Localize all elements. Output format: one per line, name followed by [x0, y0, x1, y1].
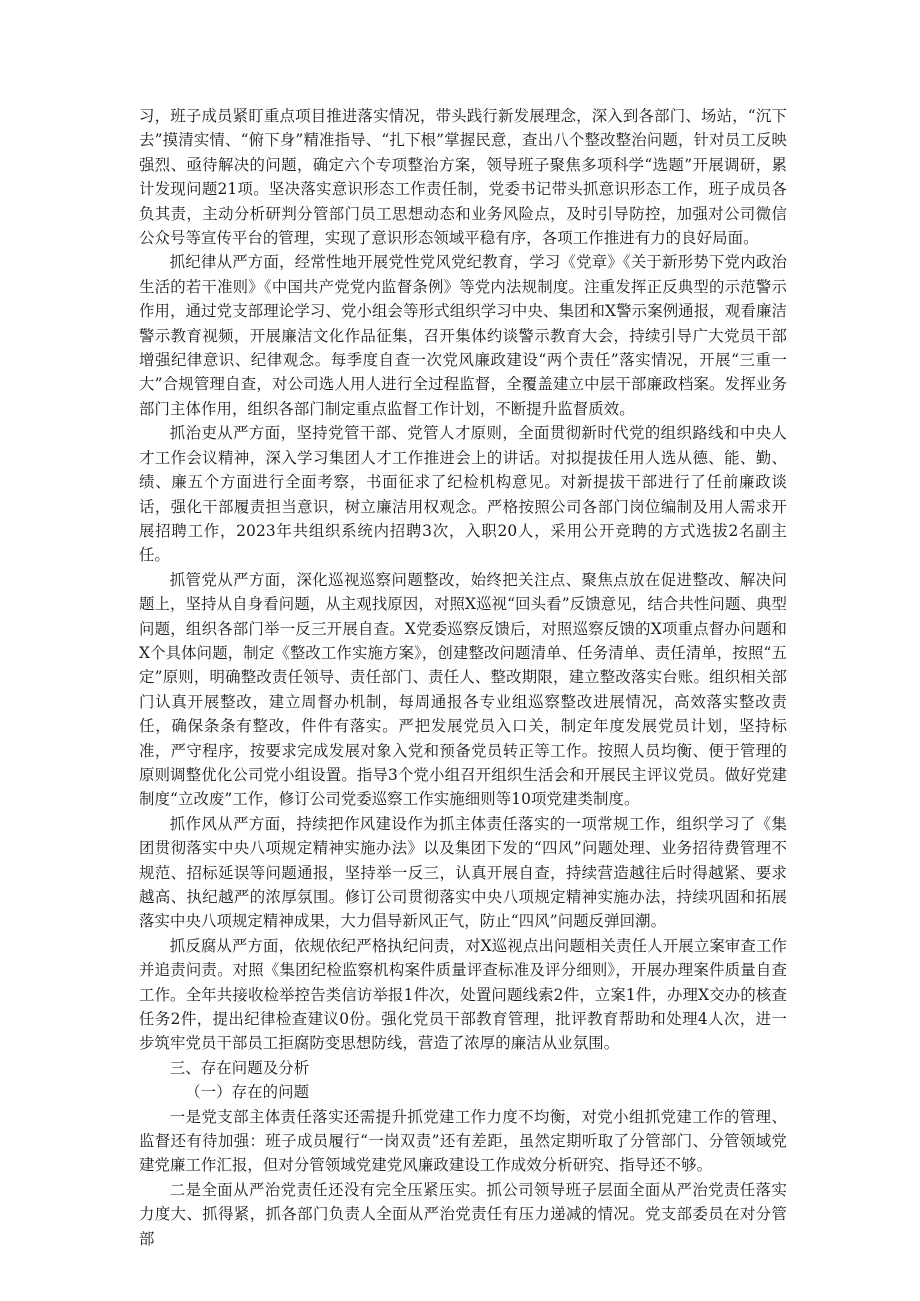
paragraph-cadre-management: 抓治吏从严方面，坚持党管干部、党管人才原则，全面贯彻新时代党的组织路线和中央人才工作会议精神，深入学习集团人才工作推进会上的讲话。对拟提拔任用人选从德、能、勤、绩、廉五个方面进行全面考察，书面征求了纪检机构意见。对新提拔干部进行了任前廉政谈话，强化干部履责担当意识，树立廉洁用权观念。严格按照公司各部门岗位编制及用人需求开展招聘工作，2023年共组织系统内招聘3次，入职20人，采用公开竞聘的方式选拔2名副主任。: [139, 424, 787, 565]
paragraph-discipline: 抓纪律从严方面，经常性地开展党性党风党纪教育，学习《党章》《关于新形势下党内政治生活的若干准则》《中国共产党党内监督条例》等党内法规制度。注重发挥正反典型的示范警示作用，通过党支部理论学习、党小组会等形式组织学习中央、集团和X警示案例通报，观看廉洁警示教育视频，开展廉洁文化作品征集，召开集体约谈警示教育大会，持续引导广大党员干部增强纪律意识、纪律观念。每季度自查一次党风廉政建设“两个责任”落实情况，开展“三重一大”合规管理自查，对公司选人用人进行全过程监督，全覆盖建立中层干部廉政档案。发挥业务部门主体作用，组织各部门制定重点监督工作计划，不断提升监督质效。: [139, 253, 787, 418]
document-page: [139, 104, 787, 1251]
paragraph-work-style: 抓作风从严方面，持续把作风建设作为抓主体责任落实的一项常规工作，组织学习了《集团贯彻落实中央八项规定精神实施办法》以及集团下发的“四风”问题处理、业务招待费管理不规范、招标延误等问题通报，坚持举一反三，认真开展自查，持续营造越往后时得越紧、要求越高、执纪越严的浓厚氛围。修订公司贯彻落实中央八项规定精神实施办法，持续巩固和拓展落实中央八项规定精神成果，大力倡导新风正气，防止“四风”问题反弹回潮。: [139, 814, 787, 931]
paragraph-party-management: 抓管党从严方面，深化巡视巡察问题整改，始终把关注点、聚焦点放在促进整改、解决问题上，坚持从自身看问题，从主观找原因，对照X巡视“回头看”反馈意见，结合共性问题、典型问题，组织各部门举一反三开展自查。X党委巡察反馈后，对照巡察反馈的X项重点督办问题和X个具体问题，制定《整改工作实施方案》，创建整改问题清单、任务清单、责任清单，按照“五定”原则，明确整改责任领导、责任部门、责任人、整改期限，建立整改落实台账。组织相关部门认真开展整改，建立周督办机制，每周通报各专业组巡察整改进展情况，高效落实整改责任，确保条条有整改，件件有落实。严把发展党员入口关，制定年度发展党员计划，坚持标准，严守程序，按要求完成发展对象入党和预备党员转正等工作。按照人员均衡、便于管理的原则调整优化公司党小组设置。指导3个党小组召开组织生活会和开展民主评议党员。做好党建制度“立改废”工作，修订公司党委巡察工作实施细则等10项党建类制度。: [139, 570, 787, 809]
paragraph-problem-one: 一是党支部主体责任落实还需提升抓党建工作力度不均衡，对党小组抓党建工作的管理、监督还有待加强：班子成员履行“一岗双责”还有差距，虽然定期听取了分管部门、分管领域党建党廉工作汇报，但对分管领域党建党风廉政建设工作成效分析研究、指导还不够。: [139, 1107, 787, 1175]
paragraph-anti-corruption: 抓反腐从严方面，依规依纪严格执纪问责，对X巡视点出问题相关责任人开展立案审查工作并追责问责。对照《集团纪检监察机构案件质量评查标准及评分细则》，开展办理案件质量自查工作。全年共接收检举控告类信访举报1件次，处置问题线索2件，立案1件，办理X交办的核查任务2件，提出纪律检查建议0份。强化党员干部教育管理，批评教育帮助和处理4人次，进一步筑牢党员干部员工拒腐防变思想防线，营造了浓厚的廉洁从业氛围。: [139, 936, 787, 1053]
section-heading: 三、存在问题及分析: [169, 1058, 310, 1077]
paragraph-continuation: 习，班子成员紧盯重点项目推进落实情况，带头践行新发展理念，深入到各部门、场站，“沉下去”摸清实情、“俯下身”精准指导、“扎下根”掌握民意，查出八个整改整治问题，针对员工反映强烈、亟待解决的问题，确定六个专项整治方案，领导班子聚焦多项科学“选题”开展调研，累计发现问题21项。坚决落实意识形态工作责任制，党委书记带头抓意识形态工作，班子成员各负其责，主动分析研判分管部门员工思想动态和业务风险点，及时引导防控，加强对公司微信公众号等宣传平台的管理，实现了意识形态领域平稳有序，各项工作推进有力的良好局面。: [139, 107, 787, 248]
subsection-heading: （一）存在的问题: [185, 1083, 310, 1102]
paragraph-problem-two: 二是全面从严治党责任还没有完全压紧压实。抓公司领导班子层面全面从严治党责任落实力度大、抓得紧，抓各部门负责人全面从严治党责任有压力递减的情况。党支部委员在对分管部: [139, 1180, 787, 1248]
